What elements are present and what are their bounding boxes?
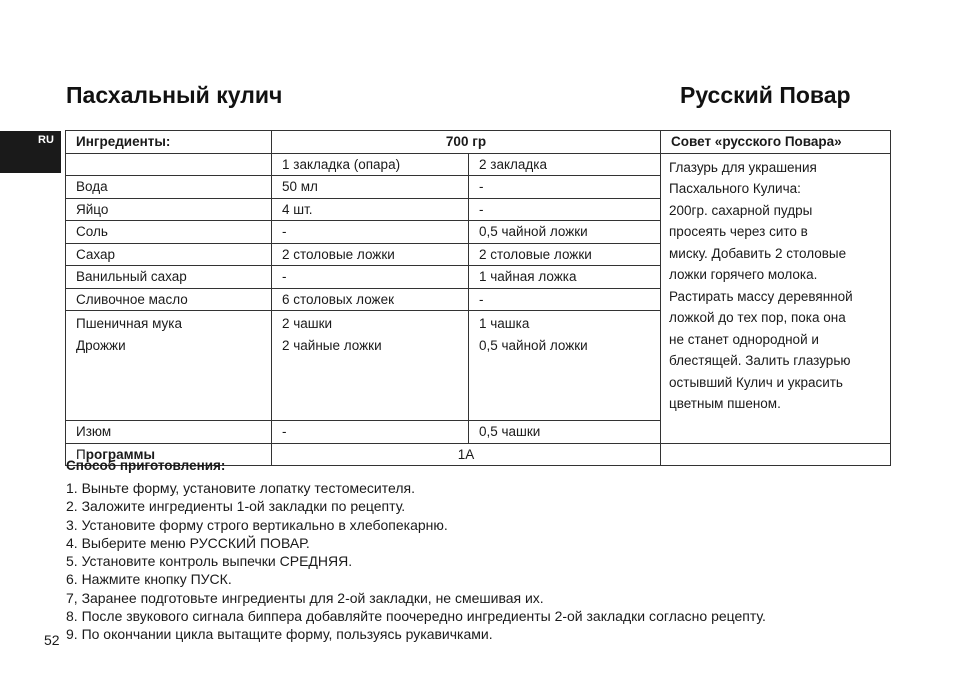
recipe-title: Пасхальный кулич	[66, 82, 283, 108]
method-steps	[66, 479, 766, 644]
method-step: 5. Установите контроль выпечки СРЕДНЯЯ.	[66, 553, 353, 570]
method-step: 6. Нажмите кнопку ПУСК.	[66, 571, 232, 588]
advice-header: Совет «русского Повара»	[661, 131, 891, 154]
ingredient-name: Изюм	[66, 421, 272, 444]
advice-line: ложки горячего молока.	[669, 267, 818, 282]
program-title: Русский Повар	[680, 82, 851, 108]
programs-label-rest: рограммы	[85, 446, 156, 462]
ingredient-amount-1: -	[272, 221, 469, 244]
method-step: 8. После звукового сигнала биппера добавляйте поочередно ингредиенты 2-ой закладки согласно рецепту.	[66, 608, 766, 625]
advice-line: просеять через сито в	[669, 224, 808, 239]
ingredient-amount-2: 0,5 чайной ложки	[479, 337, 588, 353]
method-step: 1. Выньте форму, установите лопатку тестомесителя.	[66, 480, 415, 496]
ingredient-amount-1: 4 шт.	[272, 198, 469, 221]
ingredient-amount-2: 2 столовые ложки	[469, 243, 661, 266]
subheader-empty-cell	[66, 153, 272, 176]
ingredient-amount-1: -	[272, 421, 469, 444]
ingredient-name: Вода	[66, 176, 272, 199]
advice-line: Глазурь для украшения	[669, 159, 817, 175]
advice-line: цветным пшеном.	[669, 396, 781, 411]
advice-line: блестящей. Залить глазурью	[669, 353, 851, 368]
ingredient-amount-1: 50 мл	[272, 176, 469, 199]
ingredient-amount-1: 6 столовых ложек	[272, 288, 469, 311]
language-tab-label: RU	[38, 134, 54, 146]
ingredient-amount-2: 1 чашка	[479, 316, 530, 331]
ingredient-amount-2: -	[469, 176, 661, 199]
method-step: 7, Заранее подготовьте ингредиенты для 2-ой закладки, не смешивая их.	[66, 589, 544, 606]
method-section	[66, 458, 766, 644]
language-tab	[0, 131, 61, 173]
ingredient-name: Сливочное масло	[66, 288, 272, 311]
programs-label-prefix: П	[76, 446, 86, 462]
advice-line: 200гр. сахарной пудры	[669, 202, 813, 218]
method-step: 9. По окончании цикла вытащите форму, пользуясь рукавичками.	[66, 626, 493, 643]
ingredient-amount-1: 2 столовые ложки	[272, 243, 469, 266]
ingredient-name: Ванильный сахар	[66, 266, 272, 289]
ingredient-amount-1: 2 чайные ложки	[282, 337, 382, 353]
ingredients-header: Ингредиенты:	[66, 131, 272, 154]
method-step: 3. Установите форму строго вертикально в хлебопекарню.	[66, 516, 448, 533]
advice-line: не станет однородной и	[669, 331, 819, 347]
table-subheader-row	[66, 153, 891, 176]
advice-line: миску. Добавить 2 столовые	[669, 245, 847, 261]
page-number: 52	[44, 632, 60, 648]
ingredient-name: Пшеничная мука	[76, 316, 182, 331]
ingredients-table	[65, 130, 891, 466]
programs-value: 1А	[272, 443, 661, 466]
ingredient-amount-2: 1 чайная ложка	[469, 266, 661, 289]
ingredient-amount-2: -	[469, 288, 661, 311]
ingredient-name: Дрожжи	[76, 337, 126, 353]
ingredient-amount-2: -	[469, 198, 661, 221]
ingredient-name: Соль	[66, 221, 272, 244]
method-step: 2. Заложите ингредиенты 1-ой закладки по рецепту.	[66, 498, 406, 515]
ingredient-amount-2-block	[469, 311, 661, 421]
ingredient-amount-1: 2 чашки	[282, 316, 333, 331]
advice-cell	[661, 153, 891, 443]
ingredient-name-block	[66, 311, 272, 421]
method-title: Способ приготовления:	[66, 458, 226, 473]
subheader-col2: 2 закладка	[469, 153, 661, 176]
ingredient-amount-1: -	[272, 266, 469, 289]
advice-line: Растирать массу деревянной	[669, 288, 853, 304]
table-header-row	[66, 131, 891, 154]
ingredient-amount-2: 0,5 чайной ложки	[469, 221, 661, 244]
method-step: 4. Выберите меню РУССКИЙ ПОВАР.	[66, 534, 310, 551]
advice-line: остывший Кулич и украсить	[669, 374, 843, 390]
advice-line: Пасхального Кулича:	[669, 181, 801, 196]
ingredient-name: Яйцо	[66, 198, 272, 221]
ingredient-amount-1-block	[272, 311, 469, 421]
ingredient-name: Сахар	[66, 243, 272, 266]
subheader-col1: 1 закладка (опара)	[272, 153, 469, 176]
ingredient-amount-2: 0,5 чашки	[469, 421, 661, 444]
weight-header: 700 гр	[272, 131, 661, 154]
advice-line: ложкой до тех пор, пока она	[669, 310, 846, 325]
